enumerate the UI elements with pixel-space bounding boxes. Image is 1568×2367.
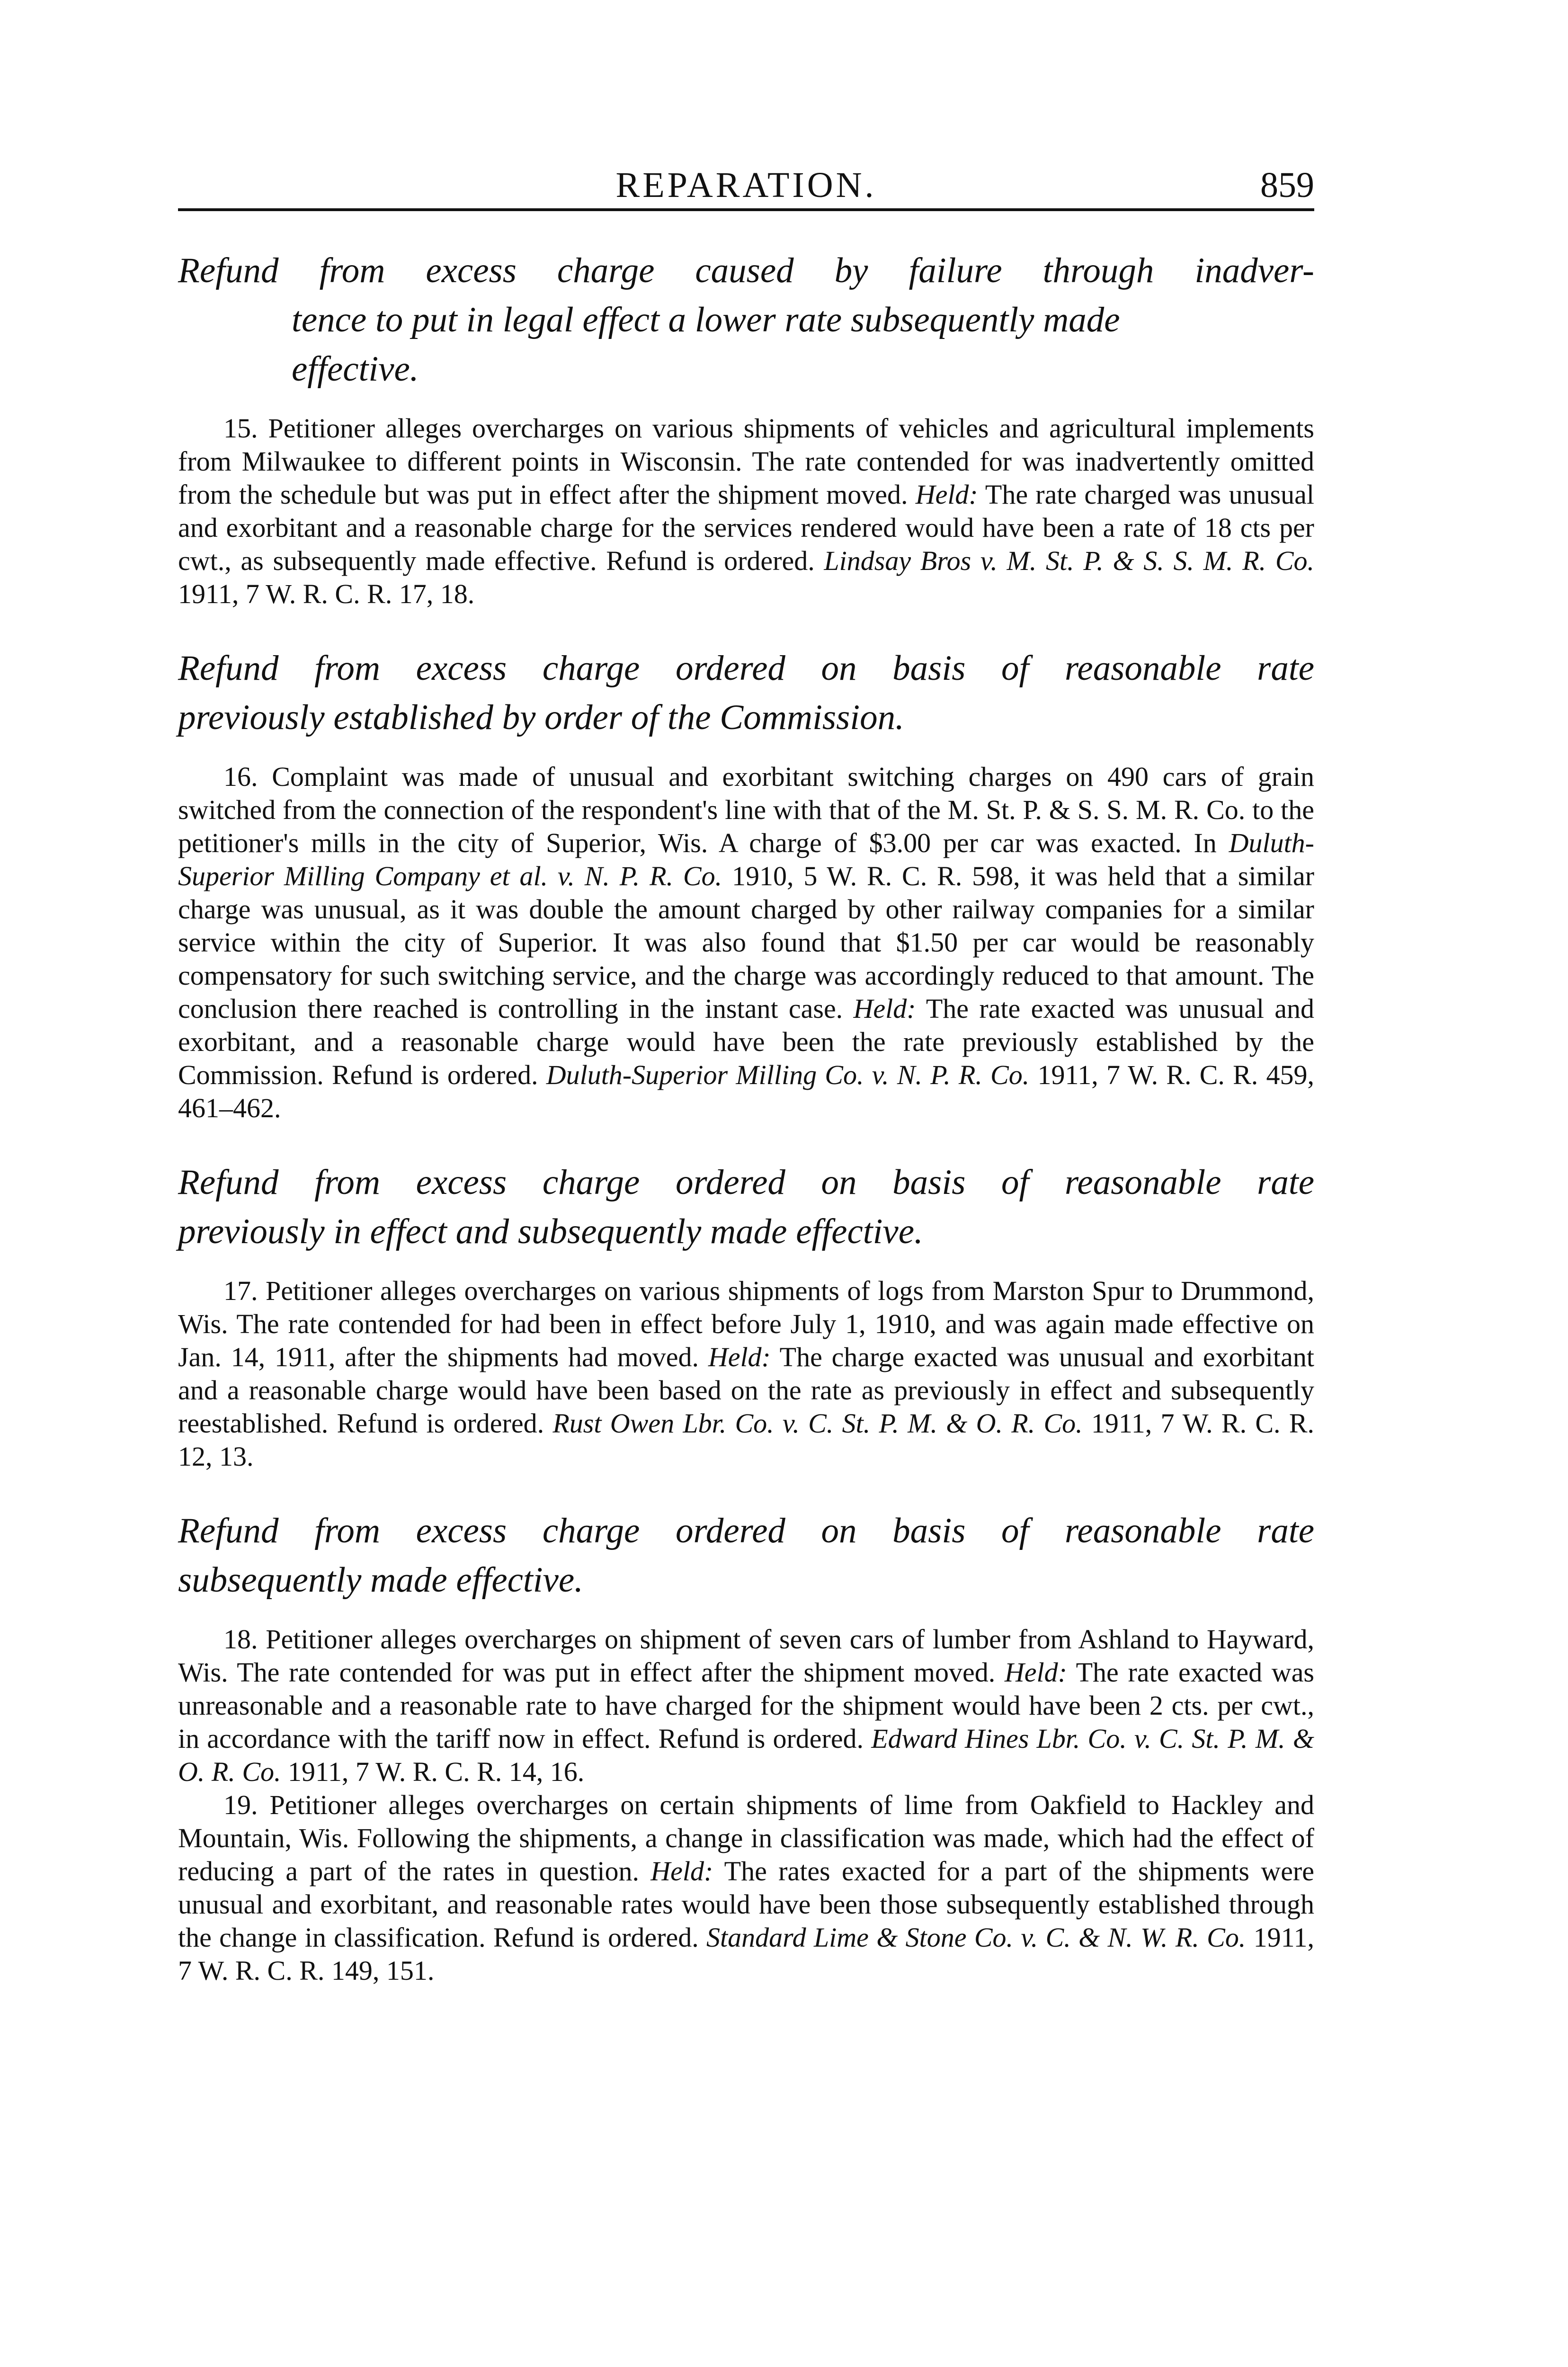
heading-line: previously established by order of the Commission. [178,698,904,737]
case-paragraph [178,1789,1314,1987]
case-citation: 1911, 7 W. R. C. R. 14, 16. [281,1756,585,1787]
held-label: Held: [915,479,978,510]
section-heading [178,1506,1314,1605]
running-header [178,151,1314,208]
paragraph-text: The rate charged was unusual and exorbitant and a reasonable charge for the services rendered would have been a rate of 18 cts per cwt., as subsequently made effective. Refund is ordered. [178,479,1314,576]
paragraph-text: The rates exacted for a part of the shipments were unusual and exorbitant, and reasonable rates would have been those subsequently established through the change in classification. Refund is ordered. [178,1856,1314,1953]
heading-line: effective. [292,349,419,389]
case-paragraph [178,760,1314,1125]
case-paragraph [178,412,1314,611]
paragraph-text: The rate exacted was unusual and exorbitant, and a reasonable charge would have been the rate previously established by the Commission. Refund is ordered. [178,993,1315,1090]
case-paragraph [178,1274,1314,1473]
page-number: 859 [1260,165,1314,205]
heading-line: subsequently made effective. [178,1560,583,1600]
case-name: Duluth-Superior Milling Co. v. N. P. R. Co. [546,1059,1030,1090]
held-label: Held: [708,1342,771,1372]
heading-line: Refund from excess charge ordered on basis of reasonable rate [178,1163,1314,1202]
section-heading [178,1158,1314,1256]
paragraph-text: 19. Petitioner alleges overcharges on certain shipments of lime from Oakfield to Hackley and Mountain, Wis. Following the shipments, a change in classification was made, which had the effect of reducing a part of the rates in question. [178,1789,1314,1886]
heading-line: previously in effect and subsequently made effective. [178,1212,923,1251]
running-title: REPARATION. [615,165,877,205]
paragraph-text: 16. Complaint was made of unusual and exorbitant switching charges on 490 cars of grain switched from the connection of the respondent's line with that of the M. St. P. & S. S. M. R. Co. to the petitioner's mills in the city of Superior, Wis. A charge of $3.00 per car was exacted. In [178,761,1314,858]
paragraph-text: The rate exacted was unreasonable and a reasonable rate to have charged for the shipment would have been 2 cts. per cwt., in accordance with the tariff now in effect. Refund is ordered. [178,1657,1315,1754]
held-label: Held: [650,1856,713,1886]
case-citation: 1911, 7 W. R. C. R. 459, 461–462. [178,1059,1315,1123]
paragraph-text: 17. Petitioner alleges overcharges on various shipments of logs from Marston Spur to Drummond, Wis. The rate contended for had been in effect before July 1, 1910, and was again made effective on Jan. 14, 1911, after the shipments had moved. [178,1275,1314,1372]
case-name: Duluth-Superior Milling Company et al. v. N. P. R. Co. [178,828,1314,891]
held-label: Held: [1004,1657,1067,1688]
case-name: Standard Lime & Stone Co. v. C. & N. W. R. Co. [706,1922,1246,1953]
case-citation: 1911, 7 W. R. C. R. 17, 18. [178,578,475,609]
document-page [178,151,1314,2020]
header-rule [178,208,1314,211]
heading-line: Refund from excess charge caused by failure through inadver- [178,251,1314,290]
case-citation: 1911, 7 W. R. C. R. 12, 13. [178,1408,1314,1472]
held-label: Held: [853,993,916,1024]
section-heading [178,644,1314,742]
paragraph-text: 1910, 5 W. R. C. R. 598, it was held that a similar charge was unusual, as it was double the amount charged by other railway companies for a similar service within the city of Superior. It was also found that $1.50 per car would be reasonably compensatory for such switching service, and the charge was accordingly reduced to that amount. The conclusion there reached is controlling in the instant case. [178,861,1315,1024]
heading-line: tence to put in legal effect a lower rate subsequently made [292,300,1120,339]
heading-line: Refund from excess charge ordered on basis of reasonable rate [178,649,1314,688]
section-heading [178,246,1314,394]
case-paragraph [178,1623,1314,1789]
paragraph-text: 18. Petitioner alleges overcharges on shipment of seven cars of lumber from Ashland to Hayward, Wis. The rate contended for was put in effect after the shipment moved. [178,1624,1314,1688]
case-name: Edward Hines Lbr. Co. v. C. St. P. M. & O. R. Co. [178,1723,1314,1787]
heading-line: Refund from excess charge ordered on basis of reasonable rate [178,1511,1314,1550]
case-name: Rust Owen Lbr. Co. v. C. St. P. M. & O. R. Co. [552,1408,1083,1439]
case-name: Lindsay Bros v. M. St. P. & S. S. M. R. Co. [824,545,1315,576]
paragraph-text: 15. Petitioner alleges overcharges on various shipments of vehicles and agricultural implements from Milwaukee to different points in Wisconsin. The rate contended for was inadvertently omitted from the schedule but was put in effect after the shipment moved. [178,413,1314,510]
paragraph-text: The charge exacted was unusual and exorbitant and a reasonable charge would have been based on the rate as previously in effect and subsequently reestablished. Refund is ordered. [178,1342,1314,1439]
case-citation: 1911, 7 W. R. C. R. 149, 151. [178,1922,1315,1986]
